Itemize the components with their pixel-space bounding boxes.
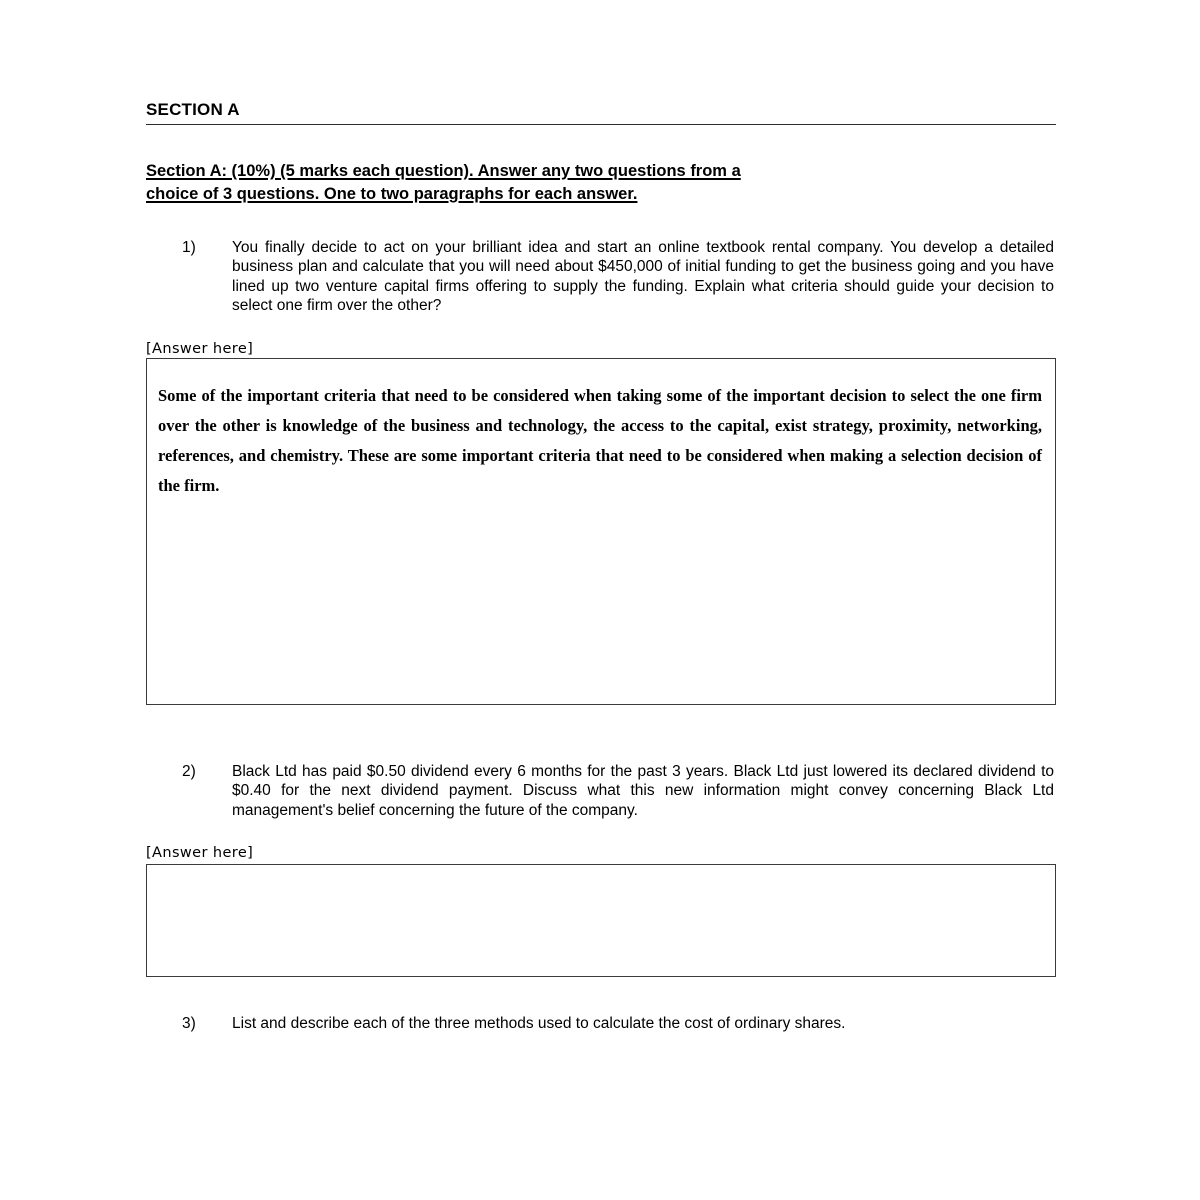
question-marker-2: 2) bbox=[182, 763, 196, 780]
instructions-line-2: choice of 3 questions. One to two paragraphs for each answer. bbox=[146, 185, 638, 203]
question-item-2 bbox=[182, 762, 1054, 820]
question-item-3 bbox=[182, 1014, 1054, 1033]
instructions-line-1: Section A: (10%) (5 marks each question). Answer any two questions from a bbox=[146, 162, 741, 180]
answer-box-2[interactable] bbox=[146, 864, 1056, 977]
instructions-paragraph bbox=[146, 160, 1054, 206]
question-text-2: Black Ltd has paid $0.50 dividend every 6 months for the past 3 years. Black Ltd just lowered its declared dividend to $0.40 for the next dividend payment. Discuss what this new information might convey concerning Black Ltd management's belief concerning the future of the company. bbox=[232, 763, 1054, 819]
answer-text-1: Some of the important criteria that need to be considered when taking some of the important decision to select the one firm over the other is knowledge of the business and technology, the access to the capital, exist strategy, proximity, networking, references, and chemistry. These are some important criteria that need to be considered when making a selection decision of the firm. bbox=[158, 386, 1042, 495]
answer-label-2: [Answer here] bbox=[146, 845, 254, 861]
question-marker-3: 3) bbox=[182, 1015, 196, 1032]
question-marker-1: 1) bbox=[182, 239, 196, 256]
answer-label-1: [Answer here] bbox=[146, 341, 254, 357]
question-text-3: List and describe each of the three methods used to calculate the cost of ordinary shares. bbox=[232, 1015, 846, 1032]
question-item-1 bbox=[182, 238, 1054, 315]
page-title: SECTION A bbox=[146, 99, 1056, 125]
answer-box-1[interactable] bbox=[146, 358, 1056, 705]
question-text-1: You finally decide to act on your brilliant idea and start an online textbook rental company. You develop a detailed business plan and calculate that you will need about $450,000 of initial funding to get the business going and you have lined up two venture capital firms offering to supply the funding. Explain what criteria should guide your decision to select one firm over the other? bbox=[232, 239, 1054, 314]
